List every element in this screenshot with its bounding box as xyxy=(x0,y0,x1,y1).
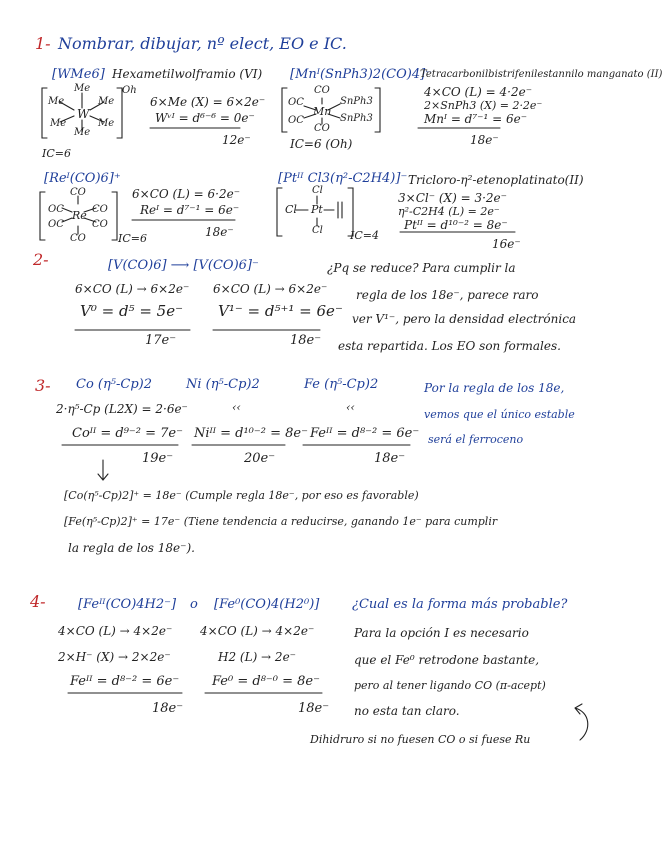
methyl-label: Me xyxy=(98,96,115,107)
bracket-left xyxy=(282,88,287,132)
c3-ic: IC=6 xyxy=(118,232,147,245)
c1-eq2: Wᵛᴵ = d⁶⁻⁶ = 0e⁻ xyxy=(155,111,255,125)
metal-center: Pt xyxy=(311,203,323,216)
q3-fe-eq2: Feᴵᴵ = d⁸⁻² = 6e⁻ xyxy=(310,426,420,441)
q2-left-eq1: 6×CO (L) → 6×2e⁻ xyxy=(75,282,190,296)
ligand-label: CO xyxy=(70,187,86,198)
q3-ni-formula: Ni (η⁵-Cp)2 xyxy=(186,377,260,392)
ligand-label: OC xyxy=(288,97,304,108)
ligand-label: Cl xyxy=(312,225,323,236)
ligand-label: Cl xyxy=(285,203,297,216)
c4-eq2: η²-C2H4 (L) = 2e⁻ xyxy=(398,205,500,218)
c4-name: Tricloro-η²-etenoplatinato(II) xyxy=(408,173,584,187)
q4-comment-line: no esta tan claro. xyxy=(354,704,460,718)
q4-comment-line: pero al tener ligando CO (π-acept) xyxy=(354,679,546,692)
methyl-label: Me xyxy=(48,96,65,107)
c3-total: 18e⁻ xyxy=(205,225,234,239)
q3-ditto: ‹‹ xyxy=(232,401,241,414)
ligand-label: OC xyxy=(48,219,64,230)
q4-opt2-eq2: H2 (L) → 2e⁻ xyxy=(218,650,296,664)
q3-co-eq2: Coᴵᴵ = d⁹⁻² = 7e⁻ xyxy=(72,426,183,441)
c1-formula: [WMe6] xyxy=(52,67,105,82)
c1-ic: IC=6 xyxy=(42,147,71,160)
q3-line2b: la regla de los 18e⁻). xyxy=(68,541,195,555)
c4-ic: IC=4 xyxy=(350,229,379,242)
symmetry-label: Oh xyxy=(122,85,137,96)
q3-co-eq1: 2·η⁵-Cp (L2X) = 2·6e⁻ xyxy=(56,402,188,416)
c1-eq1: 6×Me (X) = 6×2e⁻ xyxy=(150,95,266,109)
metal-center: W xyxy=(77,107,90,121)
q4-number: 4- xyxy=(30,592,46,611)
q3-co-formula: Co (η⁵-Cp)2 xyxy=(76,377,152,392)
bracket-right xyxy=(375,88,380,132)
q3-comment-line: vemos que el único estable xyxy=(424,408,575,421)
ligand-label: OC xyxy=(48,204,64,215)
q2-left-total: 17e⁻ xyxy=(145,333,177,348)
q4-opt1-eq3: Feᴵᴵ = d⁸⁻² = 6e⁻ xyxy=(70,674,180,689)
c3-eq1: 6×CO (L) = 6·2e⁻ xyxy=(132,187,241,201)
q3-ni-total: 20e⁻ xyxy=(244,451,276,466)
q4-opt2-eq3: Fe⁰ = d⁸⁻⁰ = 8e⁻ xyxy=(212,674,320,689)
q4-opt1-eq1: 4×CO (L) → 4×2e⁻ xyxy=(58,624,173,638)
q4-comment-line: que el Fe⁰ retrodone bastante, xyxy=(354,653,540,667)
q2-number: 2- xyxy=(33,250,49,269)
down-arrow xyxy=(98,460,108,480)
q4-opt2-formula: [Fe⁰(CO)4(H2⁰)] xyxy=(214,597,320,612)
q3-ni-eq2: Niᴵᴵ = d¹⁰⁻² = 8e⁻ xyxy=(194,426,308,441)
c4-eq3: Ptᴵᴵ = d¹⁰⁻² = 8e⁻ xyxy=(404,218,508,232)
c2-eq3: Mnᴵ = d⁷⁻¹ = 6e⁻ xyxy=(424,112,528,126)
q2-right-total: 18e⁻ xyxy=(290,333,322,348)
c2-total: 18e⁻ xyxy=(470,133,499,147)
q3-fe-total: 18e⁻ xyxy=(374,451,406,466)
ligand-label: CO xyxy=(314,85,330,96)
q4-or: o xyxy=(190,597,198,612)
ligand-label: CO xyxy=(70,233,86,244)
q2-left-eq2: V⁰ = d⁵ = 5e⁻ xyxy=(80,302,184,320)
q4-comment-line: Para la opción I es necesario xyxy=(354,626,529,640)
q4-opt1-total: 18e⁻ xyxy=(152,701,184,716)
q2-comment-line: ¿Pq se reduce? Para cumplir la xyxy=(327,261,516,275)
q4-question: ¿Cual es la forma más probable? xyxy=(352,597,568,612)
ligand-label: Cl xyxy=(312,185,323,196)
q2-comment-line: ver V¹⁻, pero la densidad electrónica xyxy=(352,312,577,326)
c1-total: 12e⁻ xyxy=(222,133,251,147)
c2-eq1: 4×CO (L) = 4·2e⁻ xyxy=(424,85,533,99)
q3-line2a: [Fe(η⁵-Cp)2]⁺ = 17e⁻ (Tiene tendencia a reducirse, ganando 1e⁻ para cumplir xyxy=(64,515,498,528)
q4-opt2-eq1: 4×CO (L) → 4×2e⁻ xyxy=(200,624,315,638)
q2-comment-line: regla de los 18e⁻, parece raro xyxy=(356,288,539,302)
c4-eq1: 3×Cl⁻ (X) = 3·2e⁻ xyxy=(398,191,507,205)
methyl-label: Me xyxy=(98,118,115,129)
bracket-left xyxy=(42,88,47,138)
c2-ic: IC=6 (Oh) xyxy=(290,137,353,151)
q1-number: 1- xyxy=(35,34,51,53)
c1-name: Hexametilwolframio (VI) xyxy=(112,67,263,81)
q2-reaction: [V(CO)6] ⟶ [V(CO)6]⁻ xyxy=(108,258,259,273)
ligand-label: OC xyxy=(288,115,304,126)
q1-title: Nombrar, dibujar, nº elect, EO e IC. xyxy=(58,34,347,53)
q3-line1: [Co(η⁵-Cp)2]⁺ = 18e⁻ (Cumple regla 18e⁻, por eso es favorable) xyxy=(64,489,419,502)
metal-center: Re xyxy=(72,209,87,222)
ligand-label: CO xyxy=(92,219,108,230)
metal-center: Mn xyxy=(313,105,332,118)
q3-comment-line: Por la regla de los 18e, xyxy=(424,381,565,395)
ligand-label: CO xyxy=(314,123,330,134)
q2-right-eq1: 6×CO (L) → 6×2e⁻ xyxy=(213,282,328,296)
q2-right-eq2: V¹⁻ = d⁵⁺¹ = 6e⁻ xyxy=(218,302,343,320)
q4-opt1-eq2: 2×H⁻ (X) → 2×2e⁻ xyxy=(58,650,171,664)
bracket-right xyxy=(112,192,117,240)
curved-arrow xyxy=(575,704,588,740)
c4-total: 16e⁻ xyxy=(492,237,521,251)
q3-co-total: 19e⁻ xyxy=(142,451,174,466)
bracket-left xyxy=(40,192,45,240)
q4-opt2-total: 18e⁻ xyxy=(298,701,330,716)
methyl-label: Me xyxy=(74,127,91,138)
methyl-label: Me xyxy=(50,118,67,129)
q3-number: 3- xyxy=(35,376,51,395)
ligand-label: CO xyxy=(92,204,108,215)
c3-eq2: Reᴵ = d⁷⁻¹ = 6e⁻ xyxy=(140,203,240,217)
q4-footer: Dihidruro si no fuesen CO o si fuese Ru xyxy=(310,733,531,746)
bracket-left xyxy=(277,188,282,236)
q3-comment-line: será el ferroceno xyxy=(428,433,524,446)
c2-formula: [Mnᴵ(SnPh3)2(CO)4]⁻ xyxy=(290,67,433,82)
q4-opt1-formula: [Feᴵᴵ(CO)4H2⁻] xyxy=(78,597,177,612)
c2-eq2: 2×SnPh3 (X) = 2·2e⁻ xyxy=(424,99,543,112)
c4-formula: [Ptᴵᴵ Cl3(η²-C2H4)]⁻ xyxy=(278,171,408,186)
q3-ditto: ‹‹ xyxy=(346,401,355,414)
c2-name: Tetracarbonilbistrifenilestannilo manganato (II) xyxy=(420,69,662,80)
ligand-label: SnPh3 xyxy=(340,113,373,124)
c3-formula: [Reᴵ(CO)6]⁺ xyxy=(44,171,121,186)
ligand-label: SnPh3 xyxy=(340,96,373,107)
q3-fe-formula: Fe (η⁵-Cp)2 xyxy=(304,377,379,392)
methyl-label: Me xyxy=(74,83,91,94)
double-bond xyxy=(338,202,342,218)
q2-comment-line: esta repartida. Los EO son formales. xyxy=(338,339,561,353)
